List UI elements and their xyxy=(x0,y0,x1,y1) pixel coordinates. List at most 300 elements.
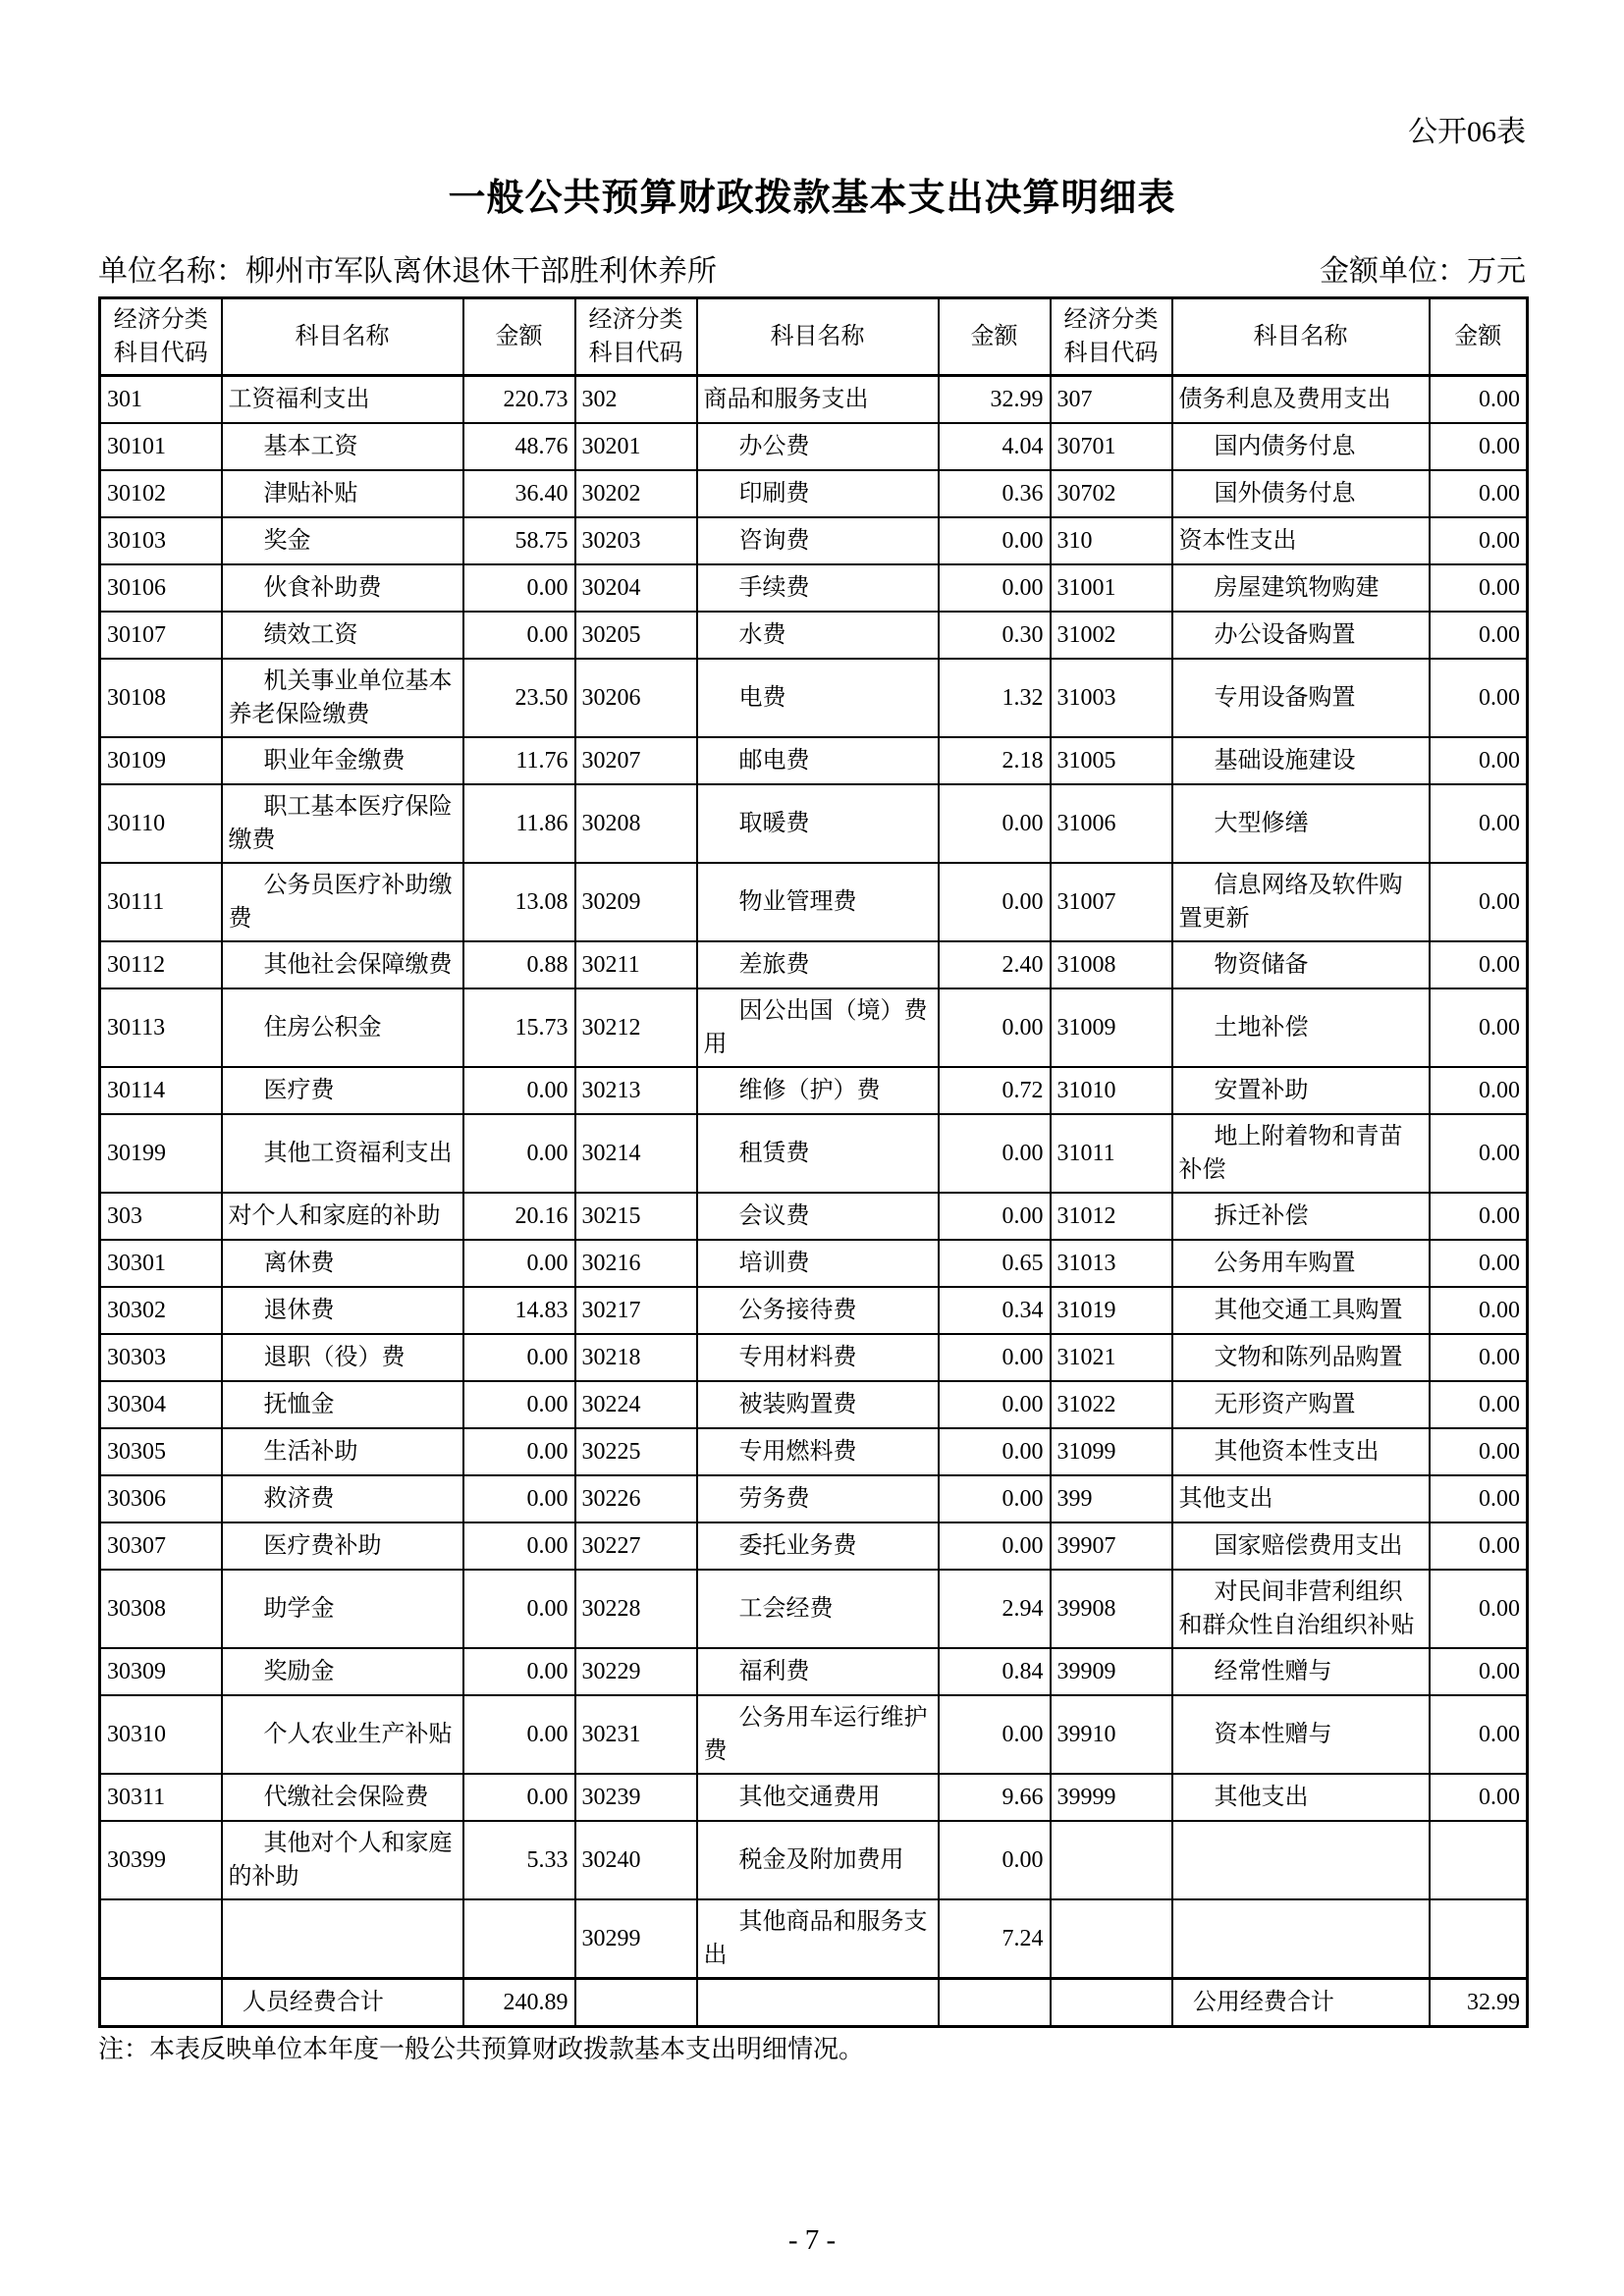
name-cell: 手续费 xyxy=(697,564,939,612)
table-row xyxy=(100,737,1528,784)
name-cell: 维修（护）费 xyxy=(697,1067,939,1114)
code-cell: 30226 xyxy=(575,1475,697,1522)
table-row xyxy=(100,1334,1528,1381)
amount-cell: 48.76 xyxy=(463,423,575,470)
amount-cell xyxy=(463,1899,575,1979)
code-cell: 30203 xyxy=(575,517,697,564)
name-cell: 邮电费 xyxy=(697,737,939,784)
amount-cell: 0.00 xyxy=(1430,988,1528,1067)
code-cell: 31006 xyxy=(1051,784,1172,863)
amount-cell: 0.00 xyxy=(939,1114,1051,1193)
amount-cell: 36.40 xyxy=(463,470,575,517)
amount-cell: 0.00 xyxy=(1430,1334,1528,1381)
name-cell: 奖励金 xyxy=(222,1648,463,1695)
name-cell: 咨询费 xyxy=(697,517,939,564)
name-cell: 劳务费 xyxy=(697,1475,939,1522)
amount-cell: 0.00 xyxy=(939,1522,1051,1570)
code-cell: 30701 xyxy=(1051,423,1172,470)
name-cell: 绩效工资 xyxy=(222,612,463,659)
amount-cell: 4.04 xyxy=(939,423,1051,470)
name-cell: 拆迁补偿 xyxy=(1172,1193,1430,1240)
amount-cell: 240.89 xyxy=(463,1979,575,2027)
amount-cell: 0.00 xyxy=(939,1475,1051,1522)
code-cell: 30213 xyxy=(575,1067,697,1114)
code-cell: 31010 xyxy=(1051,1067,1172,1114)
name-cell: 其他交通费用 xyxy=(697,1774,939,1821)
code-cell: 30205 xyxy=(575,612,697,659)
name-cell: 公务接待费 xyxy=(697,1287,939,1334)
amount-cell: 0.00 xyxy=(463,564,575,612)
code-cell: 30305 xyxy=(100,1428,222,1475)
amount-cell: 0.00 xyxy=(939,1381,1051,1428)
name-cell xyxy=(1172,1899,1430,1979)
name-cell: 工资福利支出 xyxy=(222,376,463,424)
name-cell: 委托业务费 xyxy=(697,1522,939,1570)
amount-cell: 0.00 xyxy=(1430,1193,1528,1240)
name-cell xyxy=(1172,1821,1430,1899)
name-cell: 因公出国（境）费用 xyxy=(697,988,939,1067)
amount-cell: 0.00 xyxy=(463,612,575,659)
name-cell: 商品和服务支出 xyxy=(697,376,939,424)
table-row xyxy=(100,612,1528,659)
code-cell: 30228 xyxy=(575,1570,697,1648)
name-cell: 印刷费 xyxy=(697,470,939,517)
table-row xyxy=(100,423,1528,470)
amount-unit: 金额单位：万元 xyxy=(1320,255,1526,288)
amount-cell: 0.00 xyxy=(463,1428,575,1475)
amount-cell: 0.84 xyxy=(939,1648,1051,1695)
name-cell: 工会经费 xyxy=(697,1570,939,1648)
name-cell: 物资储备 xyxy=(1172,941,1430,988)
amount-cell: 0.00 xyxy=(939,863,1051,941)
amount-cell: 0.00 xyxy=(1430,1695,1528,1774)
name-cell: 国内债务付息 xyxy=(1172,423,1430,470)
code-cell: 31099 xyxy=(1051,1428,1172,1475)
table-row xyxy=(100,659,1528,737)
name-cell: 大型修缮 xyxy=(1172,784,1430,863)
code-cell: 30309 xyxy=(100,1648,222,1695)
amount-cell: 0.00 xyxy=(1430,376,1528,424)
name-cell: 信息网络及软件购置更新 xyxy=(1172,863,1430,941)
amount-cell: 220.73 xyxy=(463,376,575,424)
code-cell: 30308 xyxy=(100,1570,222,1648)
amount-cell: 0.00 xyxy=(1430,423,1528,470)
name-cell: 税金及附加费用 xyxy=(697,1821,939,1899)
name-cell: 人员经费合计 xyxy=(222,1979,463,2027)
amount-cell: 0.36 xyxy=(939,470,1051,517)
name-cell: 专用材料费 xyxy=(697,1334,939,1381)
amount-cell: 23.50 xyxy=(463,659,575,737)
unit-name: 单位名称：柳州市军队离休退休干部胜利休养所 xyxy=(98,255,717,288)
amount-cell: 0.00 xyxy=(939,784,1051,863)
name-cell: 其他支出 xyxy=(1172,1475,1430,1522)
table-row xyxy=(100,1774,1528,1821)
name-cell: 资本性赠与 xyxy=(1172,1695,1430,1774)
table-row xyxy=(100,1695,1528,1774)
amount-cell: 0.00 xyxy=(939,564,1051,612)
code-cell: 31009 xyxy=(1051,988,1172,1067)
code-cell: 30304 xyxy=(100,1381,222,1428)
amount-cell: 7.24 xyxy=(939,1899,1051,1979)
name-cell: 奖金 xyxy=(222,517,463,564)
name-cell: 医疗费补助 xyxy=(222,1522,463,1570)
amount-cell: 0.65 xyxy=(939,1240,1051,1287)
code-cell xyxy=(100,1979,222,2027)
name-cell: 职业年金缴费 xyxy=(222,737,463,784)
table-row xyxy=(100,1899,1528,1979)
code-cell: 30301 xyxy=(100,1240,222,1287)
amount-cell: 0.00 xyxy=(939,1821,1051,1899)
name-cell: 救济费 xyxy=(222,1475,463,1522)
name-cell: 水费 xyxy=(697,612,939,659)
amount-cell: 0.00 xyxy=(1430,1475,1528,1522)
name-cell xyxy=(222,1899,463,1979)
page-title: 一般公共预算财政拨款基本支出决算明细表 xyxy=(448,178,1176,219)
code-cell: 30225 xyxy=(575,1428,697,1475)
page-number: - 7 - xyxy=(787,2224,837,2256)
code-cell: 30303 xyxy=(100,1334,222,1381)
name-cell: 国家赔偿费用支出 xyxy=(1172,1522,1430,1570)
name-cell: 抚恤金 xyxy=(222,1381,463,1428)
table-row xyxy=(100,1287,1528,1334)
amount-cell: 1.32 xyxy=(939,659,1051,737)
name-cell: 办公设备购置 xyxy=(1172,612,1430,659)
amount-cell: 0.00 xyxy=(1430,863,1528,941)
name-cell: 经常性赠与 xyxy=(1172,1648,1430,1695)
name-cell xyxy=(697,1979,939,2027)
code-cell: 30229 xyxy=(575,1648,697,1695)
code-cell: 39909 xyxy=(1051,1648,1172,1695)
code-cell: 30224 xyxy=(575,1381,697,1428)
name-cell: 房屋建筑物购建 xyxy=(1172,564,1430,612)
code-cell: 31003 xyxy=(1051,659,1172,737)
amount-cell: 0.00 xyxy=(1430,737,1528,784)
amount-cell: 0.00 xyxy=(463,1334,575,1381)
code-cell: 30212 xyxy=(575,988,697,1067)
amount-cell: 0.00 xyxy=(939,1695,1051,1774)
code-cell: 31021 xyxy=(1051,1334,1172,1381)
amount-cell: 0.00 xyxy=(1430,612,1528,659)
name-cell: 基本工资 xyxy=(222,423,463,470)
table-row xyxy=(100,1381,1528,1428)
code-cell: 30218 xyxy=(575,1334,697,1381)
code-cell: 30101 xyxy=(100,423,222,470)
code-cell: 31001 xyxy=(1051,564,1172,612)
amount-header: 金额 xyxy=(939,298,1051,376)
name-header: 科目名称 xyxy=(1172,298,1430,376)
code-cell: 30208 xyxy=(575,784,697,863)
name-cell: 其他对个人和家庭的补助 xyxy=(222,1821,463,1899)
name-cell: 其他交通工具购置 xyxy=(1172,1287,1430,1334)
amount-cell: 0.00 xyxy=(1430,1774,1528,1821)
name-cell: 其他工资福利支出 xyxy=(222,1114,463,1193)
amount-cell: 0.00 xyxy=(1430,1114,1528,1193)
name-cell: 公务员医疗补助缴费 xyxy=(222,863,463,941)
expenditure-table xyxy=(98,296,1529,2028)
table-header xyxy=(100,298,1528,376)
code-cell: 30302 xyxy=(100,1287,222,1334)
amount-cell: 0.00 xyxy=(1430,1067,1528,1114)
amount-cell: 0.00 xyxy=(463,1475,575,1522)
code-cell: 301 xyxy=(100,376,222,424)
name-cell: 其他资本性支出 xyxy=(1172,1428,1430,1475)
totals-row xyxy=(100,1979,1528,2027)
amount-cell xyxy=(1430,1899,1528,1979)
name-cell: 债务利息及费用支出 xyxy=(1172,376,1430,424)
code-cell: 30207 xyxy=(575,737,697,784)
amount-cell: 9.66 xyxy=(939,1774,1051,1821)
code-cell xyxy=(100,1899,222,1979)
header-row xyxy=(100,298,1528,376)
code-cell: 30217 xyxy=(575,1287,697,1334)
code-cell: 30110 xyxy=(100,784,222,863)
amount-cell: 0.00 xyxy=(1430,564,1528,612)
amount-cell: 0.00 xyxy=(1430,1570,1528,1648)
name-cell: 文物和陈列品购置 xyxy=(1172,1334,1430,1381)
name-cell: 差旅费 xyxy=(697,941,939,988)
name-cell: 基础设施建设 xyxy=(1172,737,1430,784)
code-cell xyxy=(1051,1979,1172,2027)
table-row xyxy=(100,517,1528,564)
table-row xyxy=(100,1522,1528,1570)
name-cell: 租赁费 xyxy=(697,1114,939,1193)
name-cell: 办公费 xyxy=(697,423,939,470)
name-cell: 助学金 xyxy=(222,1570,463,1648)
amount-cell: 0.00 xyxy=(939,1334,1051,1381)
amount-cell xyxy=(939,1979,1051,2027)
name-cell: 退休费 xyxy=(222,1287,463,1334)
code-cell: 39908 xyxy=(1051,1570,1172,1648)
code-cell: 30202 xyxy=(575,470,697,517)
page xyxy=(98,0,1526,2067)
table-row xyxy=(100,1067,1528,1114)
code-cell: 31012 xyxy=(1051,1193,1172,1240)
code-cell: 31008 xyxy=(1051,941,1172,988)
code-cell: 31019 xyxy=(1051,1287,1172,1334)
name-cell: 机关事业单位基本养老保险缴费 xyxy=(222,659,463,737)
name-cell: 代缴社会保险费 xyxy=(222,1774,463,1821)
code-cell: 30206 xyxy=(575,659,697,737)
table-row xyxy=(100,376,1528,424)
code-cell: 30211 xyxy=(575,941,697,988)
code-cell: 303 xyxy=(100,1193,222,1240)
amount-cell: 0.00 xyxy=(939,1428,1051,1475)
name-cell: 住房公积金 xyxy=(222,988,463,1067)
code-cell: 30311 xyxy=(100,1774,222,1821)
table-row xyxy=(100,1240,1528,1287)
name-cell: 其他社会保障缴费 xyxy=(222,941,463,988)
table-row xyxy=(100,1648,1528,1695)
doc-label: 公开06表 xyxy=(1408,116,1526,148)
code-cell: 30102 xyxy=(100,470,222,517)
code-cell: 30107 xyxy=(100,612,222,659)
code-cell: 399 xyxy=(1051,1475,1172,1522)
name-cell: 专用设备购置 xyxy=(1172,659,1430,737)
name-cell: 被装购置费 xyxy=(697,1381,939,1428)
code-cell xyxy=(1051,1899,1172,1979)
name-cell: 离休费 xyxy=(222,1240,463,1287)
table-row xyxy=(100,863,1528,941)
code-cell: 39999 xyxy=(1051,1774,1172,1821)
amount-cell: 0.00 xyxy=(1430,1428,1528,1475)
name-cell: 培训费 xyxy=(697,1240,939,1287)
code-cell: 30204 xyxy=(575,564,697,612)
name-cell: 公用经费合计 xyxy=(1172,1979,1430,2027)
name-cell: 医疗费 xyxy=(222,1067,463,1114)
amount-cell: 2.18 xyxy=(939,737,1051,784)
code-cell: 31013 xyxy=(1051,1240,1172,1287)
amount-cell: 0.00 xyxy=(1430,1287,1528,1334)
amount-cell: 32.99 xyxy=(1430,1979,1528,2027)
amount-cell: 0.00 xyxy=(1430,1522,1528,1570)
code-cell: 30399 xyxy=(100,1821,222,1899)
amount-cell: 0.00 xyxy=(1430,659,1528,737)
table-row xyxy=(100,1570,1528,1648)
name-cell: 公务用车购置 xyxy=(1172,1240,1430,1287)
amount-cell: 58.75 xyxy=(463,517,575,564)
table-row xyxy=(100,1428,1528,1475)
amount-cell: 11.76 xyxy=(463,737,575,784)
amount-cell: 0.00 xyxy=(1430,941,1528,988)
name-cell: 公务用车运行维护费 xyxy=(697,1695,939,1774)
amount-cell: 2.94 xyxy=(939,1570,1051,1648)
code-cell: 31007 xyxy=(1051,863,1172,941)
amount-cell: 0.00 xyxy=(1430,784,1528,863)
code-cell: 30307 xyxy=(100,1522,222,1570)
code-cell: 310 xyxy=(1051,517,1172,564)
name-cell: 生活补助 xyxy=(222,1428,463,1475)
code-cell: 39907 xyxy=(1051,1522,1172,1570)
code-cell: 30227 xyxy=(575,1522,697,1570)
name-cell: 其他商品和服务支出 xyxy=(697,1899,939,1979)
name-cell: 电费 xyxy=(697,659,939,737)
amount-cell: 0.30 xyxy=(939,612,1051,659)
name-cell: 津贴补贴 xyxy=(222,470,463,517)
table-row xyxy=(100,1821,1528,1899)
amount-header: 金额 xyxy=(1430,298,1528,376)
amount-cell xyxy=(1430,1821,1528,1899)
code-cell: 39910 xyxy=(1051,1695,1172,1774)
code-cell: 30216 xyxy=(575,1240,697,1287)
code-header: 经济分类科目代码 xyxy=(100,298,222,376)
table-row xyxy=(100,1475,1528,1522)
amount-cell: 0.00 xyxy=(1430,1381,1528,1428)
code-cell: 30215 xyxy=(575,1193,697,1240)
amount-cell: 0.00 xyxy=(463,1240,575,1287)
amount-cell: 14.83 xyxy=(463,1287,575,1334)
code-header: 经济分类科目代码 xyxy=(1051,298,1172,376)
table-row xyxy=(100,941,1528,988)
code-cell: 30201 xyxy=(575,423,697,470)
name-cell: 退职（役）费 xyxy=(222,1334,463,1381)
code-cell: 30299 xyxy=(575,1899,697,1979)
amount-cell: 0.88 xyxy=(463,941,575,988)
amount-cell: 0.34 xyxy=(939,1287,1051,1334)
table-row xyxy=(100,988,1528,1067)
code-cell: 31005 xyxy=(1051,737,1172,784)
name-cell: 福利费 xyxy=(697,1648,939,1695)
name-cell: 资本性支出 xyxy=(1172,517,1430,564)
amount-cell: 11.86 xyxy=(463,784,575,863)
table-note: 注：本表反映单位本年度一般公共预算财政拨款基本支出明细情况。 xyxy=(98,2035,865,2063)
code-header: 经济分类科目代码 xyxy=(575,298,697,376)
amount-cell: 0.00 xyxy=(1430,1240,1528,1287)
amount-cell: 0.00 xyxy=(463,1114,575,1193)
amount-cell: 0.00 xyxy=(939,988,1051,1067)
code-cell: 30109 xyxy=(100,737,222,784)
amount-cell: 0.00 xyxy=(1430,1648,1528,1695)
name-cell: 地上附着物和青苗补偿 xyxy=(1172,1114,1430,1193)
code-cell: 30114 xyxy=(100,1067,222,1114)
amount-cell: 32.99 xyxy=(939,376,1051,424)
doc-label-row xyxy=(98,0,1526,151)
code-cell: 30702 xyxy=(1051,470,1172,517)
amount-cell: 0.72 xyxy=(939,1067,1051,1114)
table-row xyxy=(100,784,1528,863)
amount-cell: 0.00 xyxy=(1430,517,1528,564)
code-cell xyxy=(1051,1821,1172,1899)
name-cell: 安置补助 xyxy=(1172,1067,1430,1114)
amount-cell: 15.73 xyxy=(463,988,575,1067)
code-cell: 30112 xyxy=(100,941,222,988)
name-cell: 职工基本医疗保险缴费 xyxy=(222,784,463,863)
code-cell: 30111 xyxy=(100,863,222,941)
amount-cell: 0.00 xyxy=(1430,470,1528,517)
name-cell: 专用燃料费 xyxy=(697,1428,939,1475)
name-cell: 伙食补助费 xyxy=(222,564,463,612)
table-body xyxy=(100,376,1528,2027)
code-cell: 31022 xyxy=(1051,1381,1172,1428)
meta-row xyxy=(98,253,1526,291)
code-cell: 30239 xyxy=(575,1774,697,1821)
name-cell: 其他支出 xyxy=(1172,1774,1430,1821)
table-row xyxy=(100,564,1528,612)
amount-cell: 20.16 xyxy=(463,1193,575,1240)
name-cell: 物业管理费 xyxy=(697,863,939,941)
code-cell: 30209 xyxy=(575,863,697,941)
name-cell: 对民间非营利组织和群众性自治组织补贴 xyxy=(1172,1570,1430,1648)
amount-cell: 5.33 xyxy=(463,1821,575,1899)
code-cell: 30199 xyxy=(100,1114,222,1193)
name-header: 科目名称 xyxy=(222,298,463,376)
amount-cell: 0.00 xyxy=(939,517,1051,564)
code-cell: 30108 xyxy=(100,659,222,737)
name-cell: 对个人和家庭的补助 xyxy=(222,1193,463,1240)
code-cell: 302 xyxy=(575,376,697,424)
name-cell: 取暖费 xyxy=(697,784,939,863)
name-header: 科目名称 xyxy=(697,298,939,376)
code-cell: 31002 xyxy=(1051,612,1172,659)
amount-cell: 0.00 xyxy=(463,1570,575,1648)
table-row xyxy=(100,1114,1528,1193)
amount-cell: 0.00 xyxy=(463,1695,575,1774)
code-cell xyxy=(575,1979,697,2027)
code-cell: 30310 xyxy=(100,1695,222,1774)
name-cell: 无形资产购置 xyxy=(1172,1381,1430,1428)
amount-cell: 2.40 xyxy=(939,941,1051,988)
amount-cell: 0.00 xyxy=(939,1193,1051,1240)
name-cell: 国外债务付息 xyxy=(1172,470,1430,517)
amount-cell: 0.00 xyxy=(463,1381,575,1428)
code-cell: 30214 xyxy=(575,1114,697,1193)
amount-cell: 0.00 xyxy=(463,1522,575,1570)
code-cell: 307 xyxy=(1051,376,1172,424)
amount-cell: 0.00 xyxy=(463,1648,575,1695)
code-cell: 30306 xyxy=(100,1475,222,1522)
code-cell: 30231 xyxy=(575,1695,697,1774)
code-cell: 30240 xyxy=(575,1821,697,1899)
code-cell: 30106 xyxy=(100,564,222,612)
